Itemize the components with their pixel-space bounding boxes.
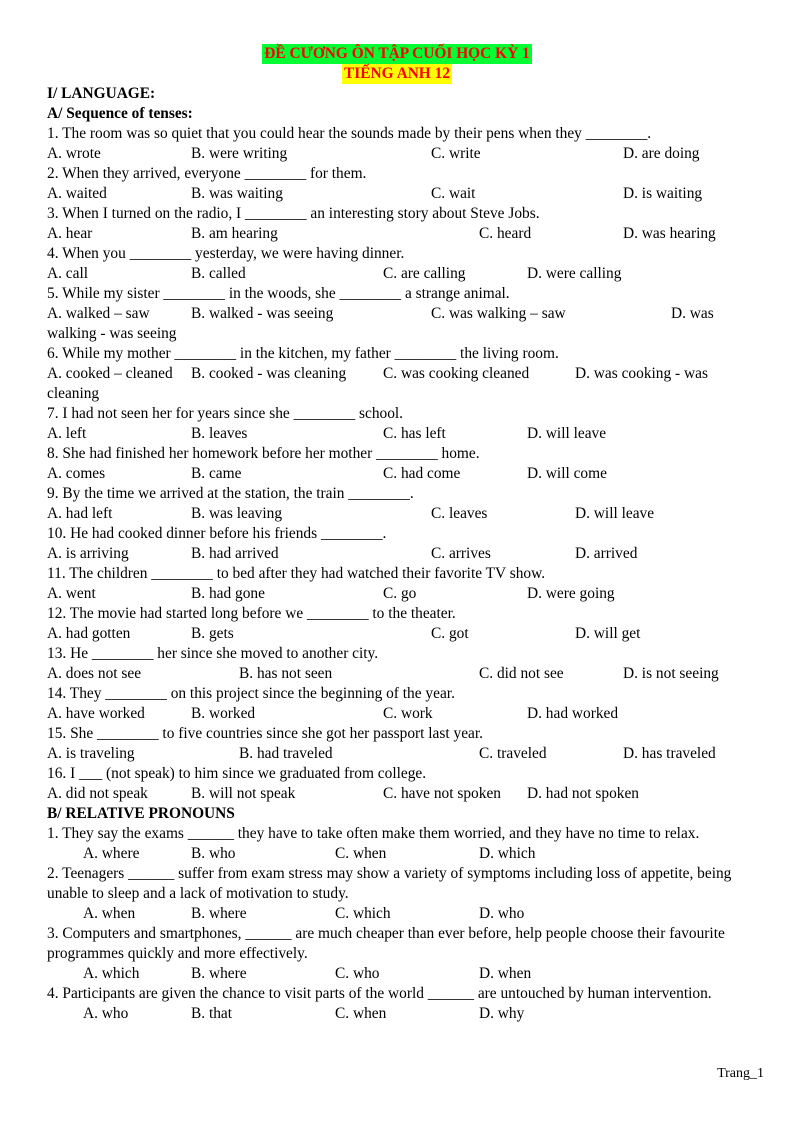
part-a-option-7-d: D. will leave: [527, 425, 607, 442]
part-b-option-4-a: A. who: [83, 1005, 129, 1022]
part-b-question-2: 2. Teenagers ______ suffer from exam stress may show a variety of symptoms including loss of appetite, being unable to sleep and a lack of motivation to study.: [47, 865, 732, 902]
part-a-option-9-c: C. leaves: [431, 505, 488, 522]
part-a-option-2-a: A. waited: [47, 185, 107, 202]
document-page: [47, 44, 747, 1024]
part-a-heading: A/ Sequence of tenses:: [47, 105, 193, 122]
part-a-options-7: [47, 424, 747, 444]
part-a-option-4-b: B. called: [191, 265, 246, 282]
part-b-heading: B/ RELATIVE PRONOUNS: [47, 805, 235, 822]
part-a-option-5-d: D. was: [671, 305, 714, 322]
part-a-option-11-d: D. were going: [527, 585, 615, 602]
part-a-option-4-d: D. were calling: [527, 265, 622, 282]
part-a-option-11-b: B. had gone: [191, 585, 265, 602]
part-a-option-3-b: B. am hearing: [191, 225, 278, 242]
part-a-questions: [47, 124, 747, 804]
part-a-options-4: [47, 264, 747, 284]
part-b-option-1-a: A. where: [83, 845, 140, 862]
part-a-question-9: 9. By the time we arrived at the station, the train ________.: [47, 485, 414, 502]
part-a-option-8-c: C. had come: [383, 465, 461, 482]
part-a-options-15: [47, 744, 747, 764]
part-a-option-15-d: D. has traveled: [623, 745, 716, 762]
part-a-option-16-b: B. will not speak: [191, 785, 296, 802]
part-a-question-12: 12. The movie had started long before we ________ to the theater.: [47, 605, 456, 622]
part-a-option-3-c: C. heard: [479, 225, 532, 242]
part-a-option-13-b: B. has not seen: [239, 665, 333, 682]
part-a-option-2-c: C. wait: [431, 185, 476, 202]
part-a-option-12-d: D. will get: [575, 625, 641, 642]
part-b-options-1: [47, 844, 747, 864]
part-a-option-5-a: A. walked – saw: [47, 305, 150, 322]
part-a-options-5: [47, 304, 747, 324]
part-a-question-6: 6. While my mother ________ in the kitchen, my father ________ the living room.: [47, 345, 559, 362]
part-a-option-9-b: B. was leaving: [191, 505, 283, 522]
part-a-options-12: [47, 624, 747, 644]
part-a-options-2: [47, 184, 747, 204]
part-a-option-14-c: C. work: [383, 705, 433, 722]
part-a-option-7-a: A. left: [47, 425, 87, 442]
part-a-option-7-b: B. leaves: [191, 425, 248, 442]
part-a-question-11: 11. The children ________ to bed after they had watched their favorite TV show.: [47, 565, 546, 582]
part-a-options-10: [47, 544, 747, 564]
part-b-option-1-c: C. when: [335, 845, 387, 862]
part-a-option-1-a: A. wrote: [47, 145, 101, 162]
part-a-option-6-a: A. cooked – cleaned: [47, 365, 173, 382]
part-a-option-9-d: D. will leave: [575, 505, 655, 522]
part-a-options-16: [47, 784, 747, 804]
part-a-options-11: [47, 584, 747, 604]
part-b-questions: [47, 824, 747, 1024]
part-a-option-13-c: C. did not see: [479, 665, 564, 682]
part-a-question-1: 1. The room was so quiet that you could hear the sounds made by their pens when they ________.: [47, 125, 652, 142]
part-b-question-4: 4. Participants are given the chance to visit parts of the world ______ are untouched by human intervention.: [47, 985, 712, 1002]
part-a-option-12-b: B. gets: [191, 625, 234, 642]
part-a-option-13-d: D. is not seeing: [623, 665, 719, 682]
part-a-option-1-b: B. were writing: [191, 145, 288, 162]
part-b-option-2-d: D. who: [479, 905, 525, 922]
part-a-option-7-c: C. has left: [383, 425, 446, 442]
part-a-option-3-d: D. was hearing: [623, 225, 716, 242]
part-b-option-4-c: C. when: [335, 1005, 387, 1022]
part-a-option-10-a: A. is arriving: [47, 545, 129, 562]
document-subtitle: TIẾNG ANH 12: [343, 65, 451, 82]
part-a-option-12-a: A. had gotten: [47, 625, 131, 642]
part-a-options-9: [47, 504, 747, 524]
part-a-options-14: [47, 704, 747, 724]
part-a-option-5-b: B. walked - was seeing: [191, 305, 334, 322]
part-a-option-15-b: B. had traveled: [239, 745, 333, 762]
subtitle-row: [47, 64, 747, 84]
part-a-options-6: [47, 364, 747, 384]
part-b-option-3-d: D. when: [479, 965, 532, 982]
part-a-option-14-a: A. have worked: [47, 705, 145, 722]
part-a-option-15-c: C. traveled: [479, 745, 547, 762]
part-a-option-8-b: B. came: [191, 465, 242, 482]
part-b-options-4: [47, 1004, 747, 1024]
part-a-option-14-d: D. had worked: [527, 705, 619, 722]
part-b-options-3: [47, 964, 747, 984]
part-b-option-4-d: D. why: [479, 1005, 525, 1022]
part-a-question-13: 13. He ________ her since she moved to another city.: [47, 645, 379, 662]
part-a-option-2-b: B. was waiting: [191, 185, 283, 202]
part-b-option-3-b: B. where: [191, 965, 247, 982]
part-a-option-11-c: C. go: [383, 585, 417, 602]
part-a-option-16-d: D. had not spoken: [527, 785, 639, 802]
part-b-option-2-a: A. when: [83, 905, 136, 922]
part-a-option-continuation-6: cleaning: [47, 385, 100, 402]
part-a-option-1-c: C. write: [431, 145, 481, 162]
part-a-question-7: 7. I had not seen her for years since she ________ school.: [47, 405, 404, 422]
part-a-option-6-d: D. was cooking - was: [575, 365, 708, 382]
part-a-option-1-d: D. are doing: [623, 145, 700, 162]
part-b-question-1: 1. They say the exams ______ they have to take often make them worried, and they have no time to relax.: [47, 825, 700, 842]
part-a-question-10: 10. He had cooked dinner before his friends ________.: [47, 525, 387, 542]
part-a-option-16-c: C. have not spoken: [383, 785, 501, 802]
part-a-question-14: 14. They ________ on this project since the beginning of the year.: [47, 685, 455, 702]
part-a-option-6-c: C. was cooking cleaned: [383, 365, 530, 382]
part-a-option-4-c: C. are calling: [383, 265, 466, 282]
part-a-option-8-d: D. will come: [527, 465, 607, 482]
part-a-option-13-a: A. does not see: [47, 665, 142, 682]
part-b-option-3-c: C. who: [335, 965, 380, 982]
part-b-option-2-c: C. which: [335, 905, 391, 922]
part-a-question-5: 5. While my sister ________ in the woods, she ________ a strange animal.: [47, 285, 510, 302]
part-b-options-2: [47, 904, 747, 924]
part-a-option-3-a: A. hear: [47, 225, 93, 242]
part-a-option-4-a: A. call: [47, 265, 89, 282]
part-a-question-15: 15. She ________ to five countries since she got her passport last year.: [47, 725, 483, 742]
part-a-options-13: [47, 664, 747, 684]
part-a-option-6-b: B. cooked - was cleaning: [191, 365, 347, 382]
part-b-option-4-b: B. that: [191, 1005, 233, 1022]
part-a-option-8-a: A. comes: [47, 465, 106, 482]
part-a-option-2-d: D. is waiting: [623, 185, 703, 202]
part-a-option-11-a: A. went: [47, 585, 96, 602]
part-a-option-continuation-5: walking - was seeing: [47, 325, 177, 342]
part-a-options-8: [47, 464, 747, 484]
part-b-question-3: 3. Computers and smartphones, ______ are much cheaper than ever before, help people choose their favourite programmes quickly and more effectively.: [47, 925, 725, 962]
section-heading-language: I/ LANGUAGE:: [47, 85, 156, 102]
part-a-option-10-d: D. arrived: [575, 545, 638, 562]
part-a-option-14-b: B. worked: [191, 705, 256, 722]
part-a-option-12-c: C. got: [431, 625, 469, 642]
part-a-option-16-a: A. did not speak: [47, 785, 148, 802]
part-a-option-15-a: A. is traveling: [47, 745, 135, 762]
part-b-option-2-b: B. where: [191, 905, 247, 922]
part-a-question-4: 4. When you ________ yesterday, we were having dinner.: [47, 245, 405, 262]
part-a-options-1: [47, 144, 747, 164]
part-b-option-1-d: D. which: [479, 845, 536, 862]
part-a-option-10-c: C. arrives: [431, 545, 491, 562]
page-number: Trang_1: [717, 1066, 764, 1081]
part-b-option-1-b: B. who: [191, 845, 236, 862]
part-a-option-10-b: B. had arrived: [191, 545, 279, 562]
part-a-question-16: 16. I ___ (not speak) to him since we graduated from college.: [47, 765, 427, 782]
part-a-option-5-c: C. was walking – saw: [431, 305, 566, 322]
part-a-question-2: 2. When they arrived, everyone ________ for them.: [47, 165, 367, 182]
part-a-question-3: 3. When I turned on the radio, I ________ an interesting story about Steve Jobs.: [47, 205, 540, 222]
document-title: ĐỀ CƯƠNG ÔN TẬP CUỐI HỌC KỲ 1: [264, 45, 530, 62]
part-b-option-3-a: A. which: [83, 965, 140, 982]
part-a-option-9-a: A. had left: [47, 505, 113, 522]
title-row: [47, 44, 747, 64]
part-a-question-8: 8. She had finished her homework before her mother ________ home.: [47, 445, 480, 462]
part-a-options-3: [47, 224, 747, 244]
